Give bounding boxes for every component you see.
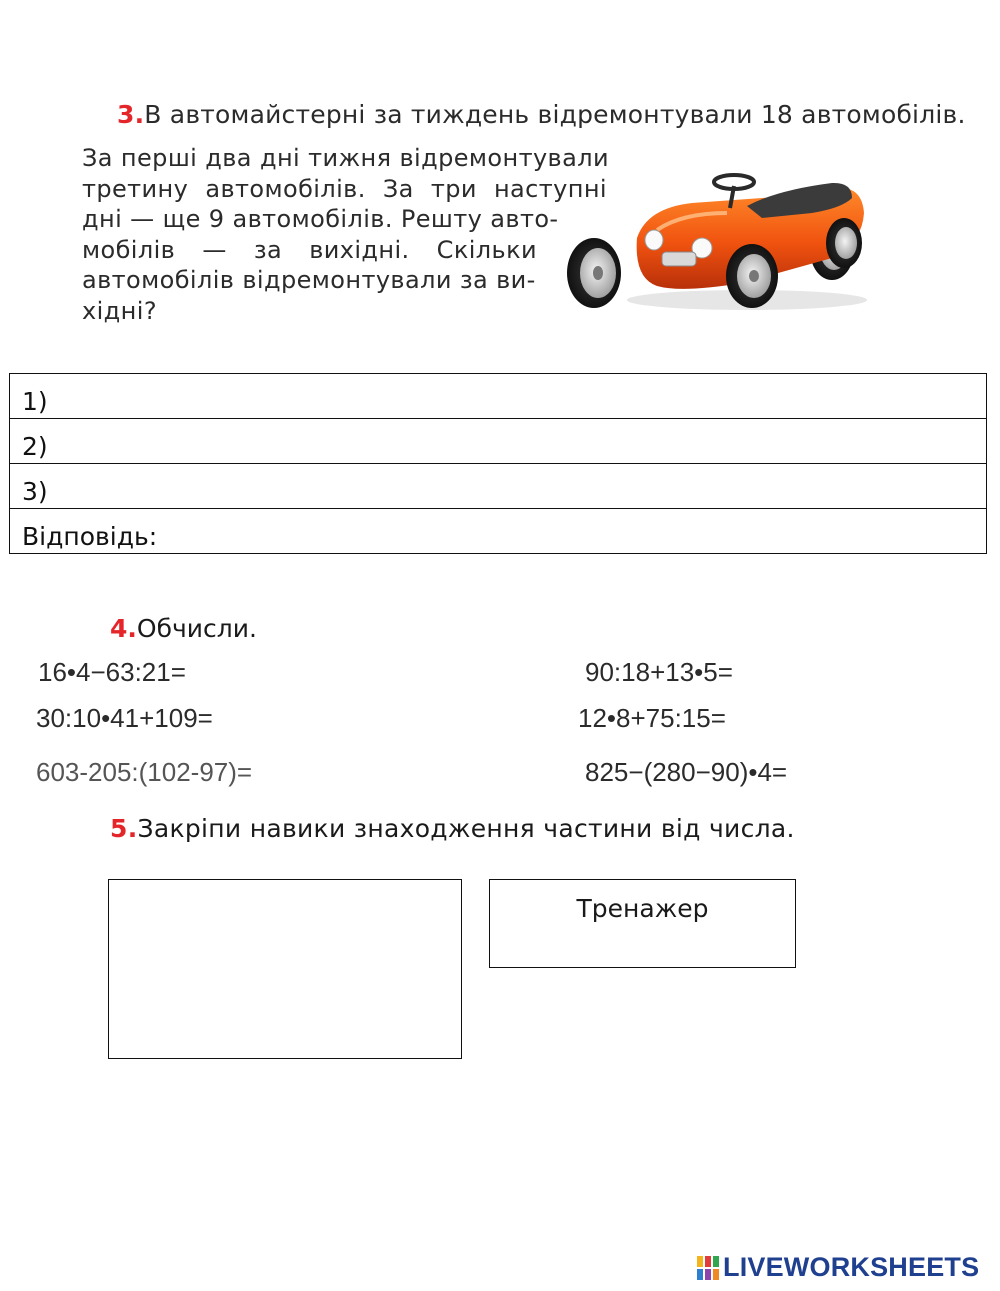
table-row [10,374,987,419]
task4-heading [110,614,257,643]
task3-number: 3. [117,100,145,129]
expression-left-1: 16•4−63:21= [38,657,186,687]
task3-line: автомобілів відремонтували за ви- [82,266,536,294]
trainer-label: Тренажер [576,894,709,923]
trainer-link-box[interactable] [489,879,796,968]
task5-number: 5. [110,814,138,843]
task3-line: хідні? [82,296,157,325]
liveworksheets-logo-icon [697,1256,719,1280]
task3-line: За перші два дні тижня відремонтували [82,144,609,172]
table-row [10,464,987,509]
row-label: 1) [22,387,48,416]
task5-heading [110,814,795,843]
expression-right-1: 90:18+13•5= [585,657,733,687]
answer-cell-3[interactable] [10,464,987,509]
table-row [10,509,987,554]
expression-right-3: 825−(280−90)•4= [585,757,788,787]
expression-right-2: 12•8+75:15= [578,703,726,733]
task3-line: дні — ще 9 автомобілів. Решту авто- [82,205,559,233]
task3-headline [117,100,966,129]
task4-title: Обчисли. [136,614,257,643]
expression-left-2: 30:10•41+109= [36,703,213,733]
table-row [10,419,987,464]
toy-car-illustration [562,168,872,318]
task3-line: мобілів — за вихідні. Скільки [82,235,537,264]
expression-left-3: 603-205:(102-97)= [36,757,253,787]
task5-content-box[interactable] [108,879,462,1059]
liveworksheets-logo-text: LIVEWORKSHEETS [723,1252,980,1282]
answer-cell-final[interactable] [10,509,987,554]
answer-cell-1[interactable] [10,374,987,419]
task4-number: 4. [110,614,137,643]
answer-table [9,373,987,554]
row-label: 3) [22,477,48,506]
task5-title: Закріпи навики знаходження частини від числа. [137,814,795,843]
answer-cell-2[interactable] [10,419,987,464]
task3-line: третину автомобілів. За три наступні [82,174,607,203]
row-label: Відповідь: [22,522,158,551]
row-label: 2) [22,432,48,461]
liveworksheets-logo [697,1252,979,1283]
task3-headline-text: В автомайстерні за тиждень відремонтували 18 автомобілів. [144,100,966,129]
task3-problem-text [82,143,607,326]
